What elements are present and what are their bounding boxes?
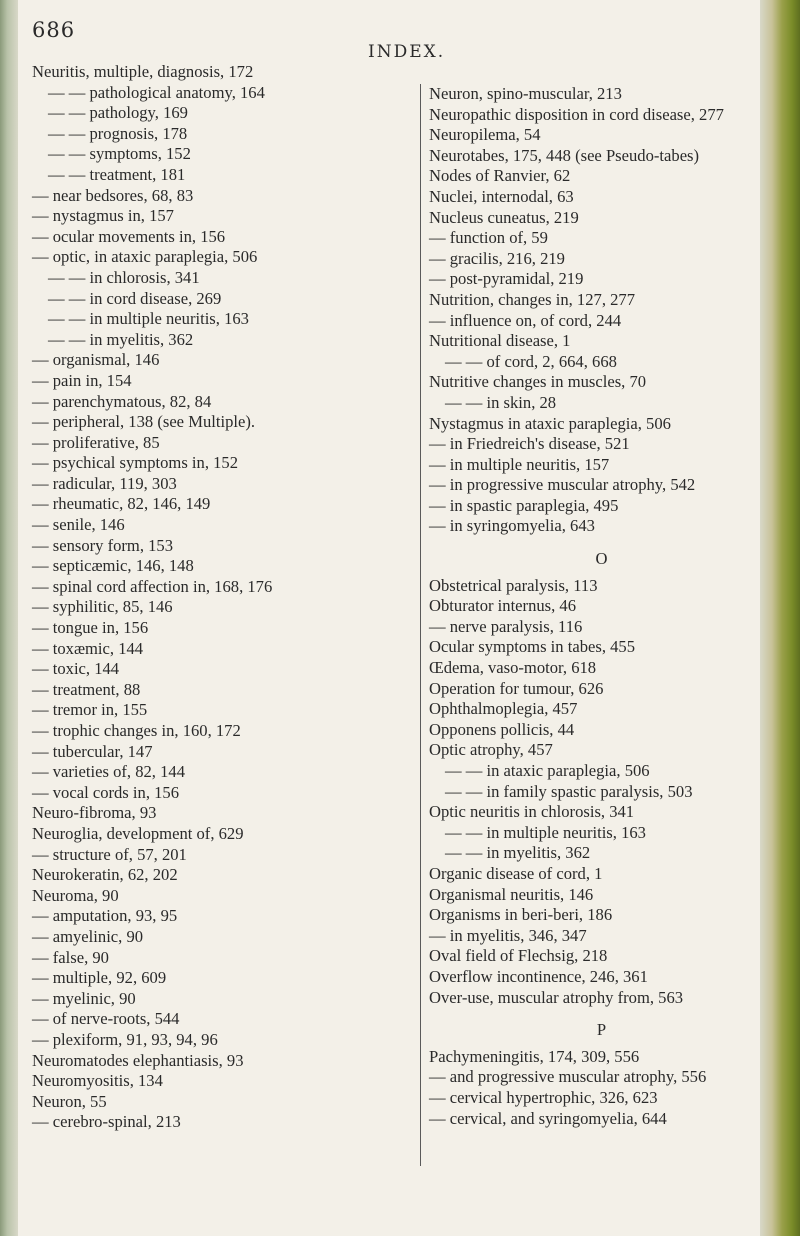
index-entry: — nerve paralysis, 116 xyxy=(429,616,583,636)
index-entry: Pachymeningitis, 174, 309, 556 xyxy=(429,1046,640,1066)
index-entry: — in progressive muscular atrophy, 542 xyxy=(429,475,696,495)
index-entry: Nutrition, changes in, 127, 277 xyxy=(429,289,636,309)
index-entry: — amyelinic, 90 xyxy=(32,926,144,946)
index-entry: — in syringomyelia, 643 xyxy=(429,516,595,536)
index-entry: — parenchymatous, 82, 84 xyxy=(32,391,212,411)
index-entry: Nucleus cuneatus, 219 xyxy=(429,207,579,227)
index-entry: Neurokeratin, 62, 202 xyxy=(32,865,178,885)
index-entry: Neuroma, 90 xyxy=(32,885,119,905)
index-entry: — nystagmus in, 157 xyxy=(32,206,174,226)
index-entry: — — in chlorosis, 341 xyxy=(48,267,200,287)
index-entry: — treatment, 88 xyxy=(32,679,141,699)
index-entry: — function of, 59 xyxy=(429,228,548,248)
index-entry: Organic disease of cord, 1 xyxy=(429,863,603,883)
index-entry: — — in cord disease, 269 xyxy=(48,288,222,308)
index-entry: Œdema, vaso-motor, 618 xyxy=(429,658,597,678)
index-entry: — proliferative, 85 xyxy=(32,432,160,452)
index-entry: Nutritive changes in muscles, 70 xyxy=(429,372,647,392)
index-entry: — sensory form, 153 xyxy=(32,535,174,555)
index-entry: — syphilitic, 85, 146 xyxy=(32,597,173,617)
index-entry: — — in myelitis, 362 xyxy=(445,843,591,863)
index-entry: — and progressive muscular atrophy, 556 xyxy=(429,1067,707,1087)
index-entry: — rheumatic, 82, 146, 149 xyxy=(32,494,211,514)
index-entry: — toxæmic, 144 xyxy=(32,638,144,658)
index-entry: Neuritis, multiple, diagnosis, 172 xyxy=(32,62,254,81)
index-entry: Neuromyositis, 134 xyxy=(32,1071,163,1091)
index-entry: — spinal cord affection in, 168, 176 xyxy=(32,576,273,596)
index-entry: — ocular movements in, 156 xyxy=(32,226,226,246)
index-entry: — — symptoms, 152 xyxy=(48,144,191,164)
index-entry: — radicular, 119, 303 xyxy=(32,473,177,493)
index-entry: — tubercular, 147 xyxy=(32,741,153,761)
index-entry: — near bedsores, 68, 83 xyxy=(32,185,194,205)
index-entry: Ocular symptoms in tabes, 455 xyxy=(429,637,636,657)
index-entry: — amputation, 93, 95 xyxy=(32,906,178,926)
index-entry: — in myelitis, 346, 347 xyxy=(429,925,587,945)
index-entry: — — in family spastic paralysis, 503 xyxy=(445,781,693,801)
index-entry: Neuroglia, development of, 629 xyxy=(32,823,244,843)
index-entry: — — in multiple neuritis, 163 xyxy=(445,822,646,842)
index-entry: Neurotabes, 175, 448 (see Pseudo-tabes) xyxy=(429,145,700,165)
index-entry: — in multiple neuritis, 157 xyxy=(429,454,610,474)
index-entry: — cervical hypertrophic, 326, 623 xyxy=(429,1087,658,1107)
index-entry: — — pathological anatomy, 164 xyxy=(48,82,265,102)
index-entry: Neuropilema, 54 xyxy=(429,125,541,145)
index-entry: Organisms in beri-beri, 186 xyxy=(429,905,613,925)
page-number: 686 xyxy=(32,18,76,42)
index-entry: — varieties of, 82, 144 xyxy=(32,762,185,782)
index-entry: Overflow incontinence, 246, 361 xyxy=(429,966,648,986)
index-entry: — structure of, 57, 201 xyxy=(32,844,187,864)
index-entry: — in spastic paraplegia, 495 xyxy=(429,495,619,515)
index-entry: — psychical symptoms in, 152 xyxy=(32,453,239,473)
index-entry: — — treatment, 181 xyxy=(48,164,186,184)
index-entry: — pain in, 154 xyxy=(32,370,132,390)
index-entry: Organismal neuritis, 146 xyxy=(429,884,594,904)
index-entry: Nuclei, internodal, 63 xyxy=(429,186,574,206)
index-entry: — influence on, of cord, 244 xyxy=(429,310,622,330)
index-entry: — multiple, 92, 609 xyxy=(32,968,167,988)
index-entry: Neuromatodes elephantiasis, 93 xyxy=(32,1050,244,1070)
index-entry: — — in multiple neuritis, 163 xyxy=(48,309,249,329)
index-entry: — tongue in, 156 xyxy=(32,618,149,638)
index-entry: — peripheral, 138 (see Multiple). xyxy=(32,412,256,432)
index-entry: — organismal, 146 xyxy=(32,350,160,370)
index-entry: — — in ataxic paraplegia, 506 xyxy=(445,761,650,780)
index-entry: Over-use, muscular atrophy from, 563 xyxy=(429,987,684,1007)
index-entry: — — prognosis, 178 xyxy=(48,123,188,143)
index-entry: — trophic changes in, 160, 172 xyxy=(32,721,241,740)
index-entry: — — in skin, 28 xyxy=(445,392,557,412)
page-edge-left xyxy=(0,0,18,1236)
index-entry: — cerebro-spinal, 213 xyxy=(32,1112,181,1132)
index-entry: — septicæmic, 146, 148 xyxy=(32,556,194,576)
index-entry: Nodes of Ranvier, 62 xyxy=(429,166,571,186)
index-entry: — in Friedreich's disease, 521 xyxy=(429,434,630,454)
index-entry: — myelinic, 90 xyxy=(32,988,136,1008)
index-entry: — gracilis, 216, 219 xyxy=(429,248,565,268)
index-entry: Nystagmus in ataxic paraplegia, 506 xyxy=(429,413,671,433)
index-entry: — senile, 146 xyxy=(32,515,125,535)
index-entry: Oval field of Flechsig, 218 xyxy=(429,946,608,966)
index-entry: — toxic, 144 xyxy=(32,659,120,679)
index-entry: — optic, in ataxic paraplegia, 506 xyxy=(32,247,258,267)
index-entry: — post-pyramidal, 219 xyxy=(429,269,584,289)
index-entry: — — of cord, 2, 664, 668 xyxy=(445,351,617,371)
index-entry: Ophthalmoplegia, 457 xyxy=(429,699,578,719)
section-letter: P xyxy=(596,1020,607,1040)
index-entry: Neuron, spino-muscular, 213 xyxy=(429,84,622,103)
running-head: INDEX. xyxy=(368,42,446,62)
index-entry: Neuron, 55 xyxy=(32,1091,107,1111)
index-entry: Neuropathic disposition in cord disease, 277 xyxy=(429,104,724,124)
index-entry: Opponens pollicis, 44 xyxy=(429,719,575,739)
index-entry: Nutritional disease, 1 xyxy=(429,331,571,351)
index-entry: — tremor in, 155 xyxy=(32,700,148,720)
index-column-left xyxy=(32,62,404,1133)
index-entry: Optic atrophy, 457 xyxy=(429,740,553,760)
index-entry: — — pathology, 169 xyxy=(48,103,188,123)
index-entry: — false, 90 xyxy=(32,947,109,967)
index-entry: Operation for tumour, 626 xyxy=(429,678,604,698)
index-entry: — — in myelitis, 362 xyxy=(48,329,194,349)
index-entry: Neuro-fibroma, 93 xyxy=(32,803,157,823)
index-entry: — vocal cords in, 156 xyxy=(32,782,180,802)
index-entry: Obturator internus, 46 xyxy=(429,596,577,616)
index-entry: Obstetrical paralysis, 113 xyxy=(429,575,598,595)
index-entry: — of nerve-roots, 544 xyxy=(32,1009,180,1029)
index-entry: Optic neuritis in chlorosis, 341 xyxy=(429,802,635,822)
index-entry: — plexiform, 91, 93, 94, 96 xyxy=(32,1029,218,1049)
index-column-right xyxy=(420,84,774,1166)
index-entry: — cervical, and syringomyelia, 644 xyxy=(429,1108,667,1128)
section-letter: O xyxy=(595,549,608,569)
